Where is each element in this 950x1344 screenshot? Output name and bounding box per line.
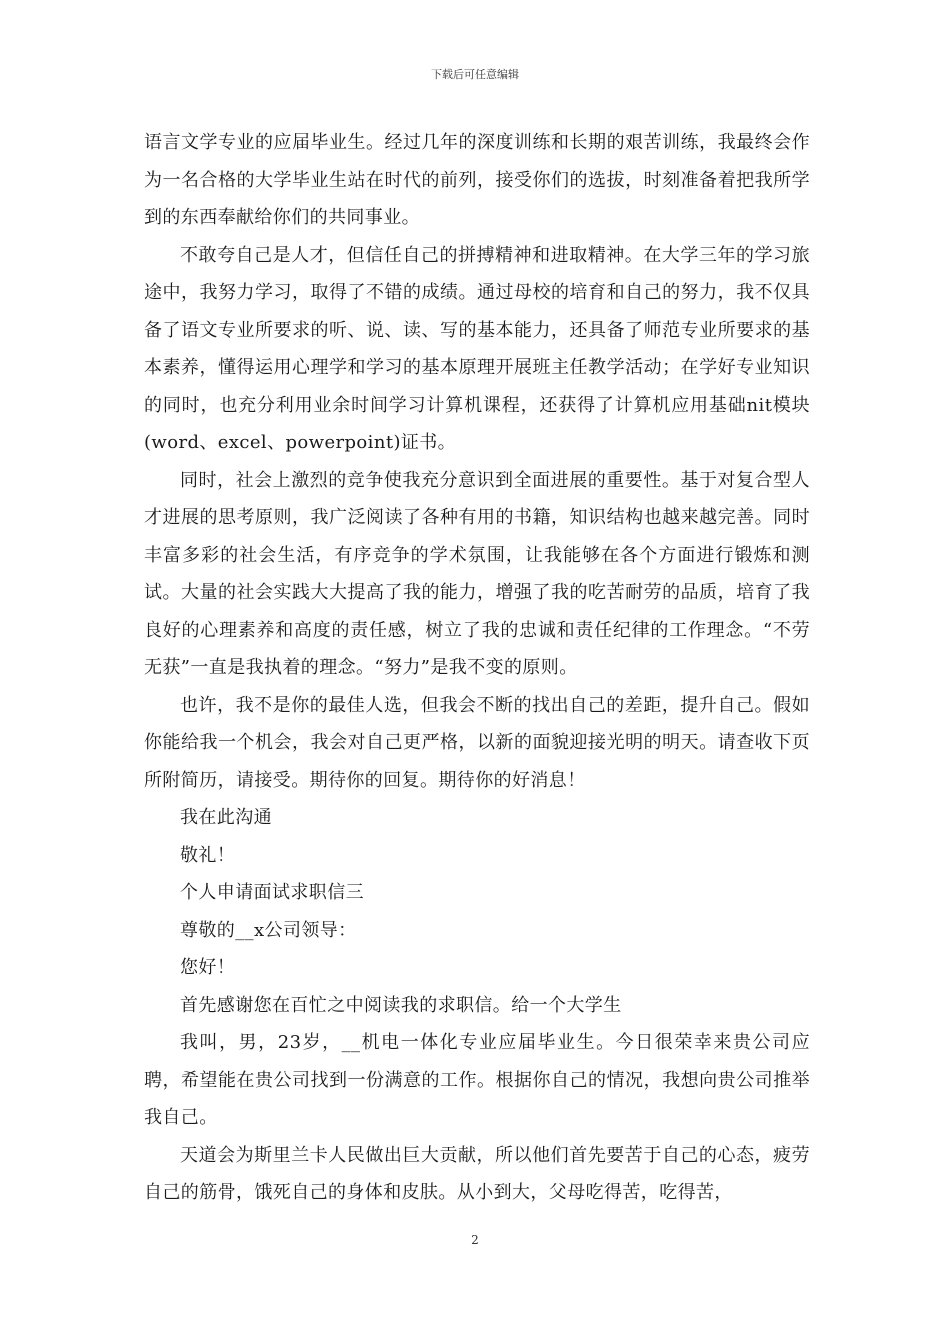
section-title: 个人申请面试求职信三 (180, 882, 364, 903)
paragraph: 不敢夸自己是人才，但信任自己的拼搏精神和进取精神。在大学三年的学习旅途中，我努力学习，取得了不错的成绩。通过母校的培育和自己的努力，我不仅具备了语文专业所要求的听、说、读、写的基本能力，还具备了师范专业所要求的基本素养，懂得运用心理学和学习的基本原理开展班主任教学活动；在学好专业知识的同时，也充分利用业余时间学习计算机课程，还获得了计算机应用基础nit模块(word、excel、powerpoint)证书。 (144, 244, 810, 453)
greeting-line: 您好！ (180, 957, 236, 978)
salutation-closing: 敬礼！ (180, 844, 236, 866)
paragraph: 首先感谢您在百忙之中阅读我的求职信。给一个大学生 (180, 994, 622, 1016)
paragraph: 也许，我不是你的最佳人选，但我会不断的找出自己的差距，提升自己。假如你能给我一个机会，我会对自己更严格，以新的面貌迎接光明的明天。请查收下页所附简历，请接受。期待你的回复。期待你的好消息！ (144, 694, 810, 791)
paragraph: 我叫，男，23岁，__机电一体化专业应届毕业生。今日很荣幸来贵公司应聘，希望能在贵公司找到一份满意的工作。根据你自己的情况，我想向贵公司推举我自己。 (144, 1032, 810, 1128)
paragraph: 同时，社会上激烈的竞争使我充分意识到全面进展的重要性。基于对复合型人才进展的思考原则，我广泛阅读了各种有用的书籍，知识结构也越来越完善。同时丰富多彩的社会生活，有序竞争的学术氛围，让我能够在各个方面进行锻炼和测试。大量的社会实践大大提高了我的能力，增强了我的吃苦耐劳的品质，培育了我良好的心理素养和高度的责任感，树立了我的忠诚和责任纪律的工作理念。“不劳无获”一直是我执着的理念。“努力”是我不变的原则。 (144, 469, 810, 678)
closing-line: 我在此沟通 (180, 807, 272, 828)
paragraph: 语言文学专业的应届毕业生。经过几年的深度训练和长期的艰苦训练，我最终会作为一名合格的大学毕业生站在时代的前列，接受你们的选拔，时刻准备着把我所学到的东西奉献给你们的共同事业。 (144, 132, 810, 228)
page-header: 下载后可任意编辑 (431, 68, 519, 81)
document-body (144, 124, 810, 1212)
paragraph: 天道会为斯里兰卡人民做出巨大贡献，所以他们首先要苦于自己的心态，疲劳自己的筋骨，饿死自己的身体和皮肤。从小到大，父母吃得苦，吃得苦， (144, 1144, 810, 1203)
page-number: 2 (471, 1233, 479, 1247)
greeting-line: 尊敬的__x公司领导： (180, 919, 357, 941)
